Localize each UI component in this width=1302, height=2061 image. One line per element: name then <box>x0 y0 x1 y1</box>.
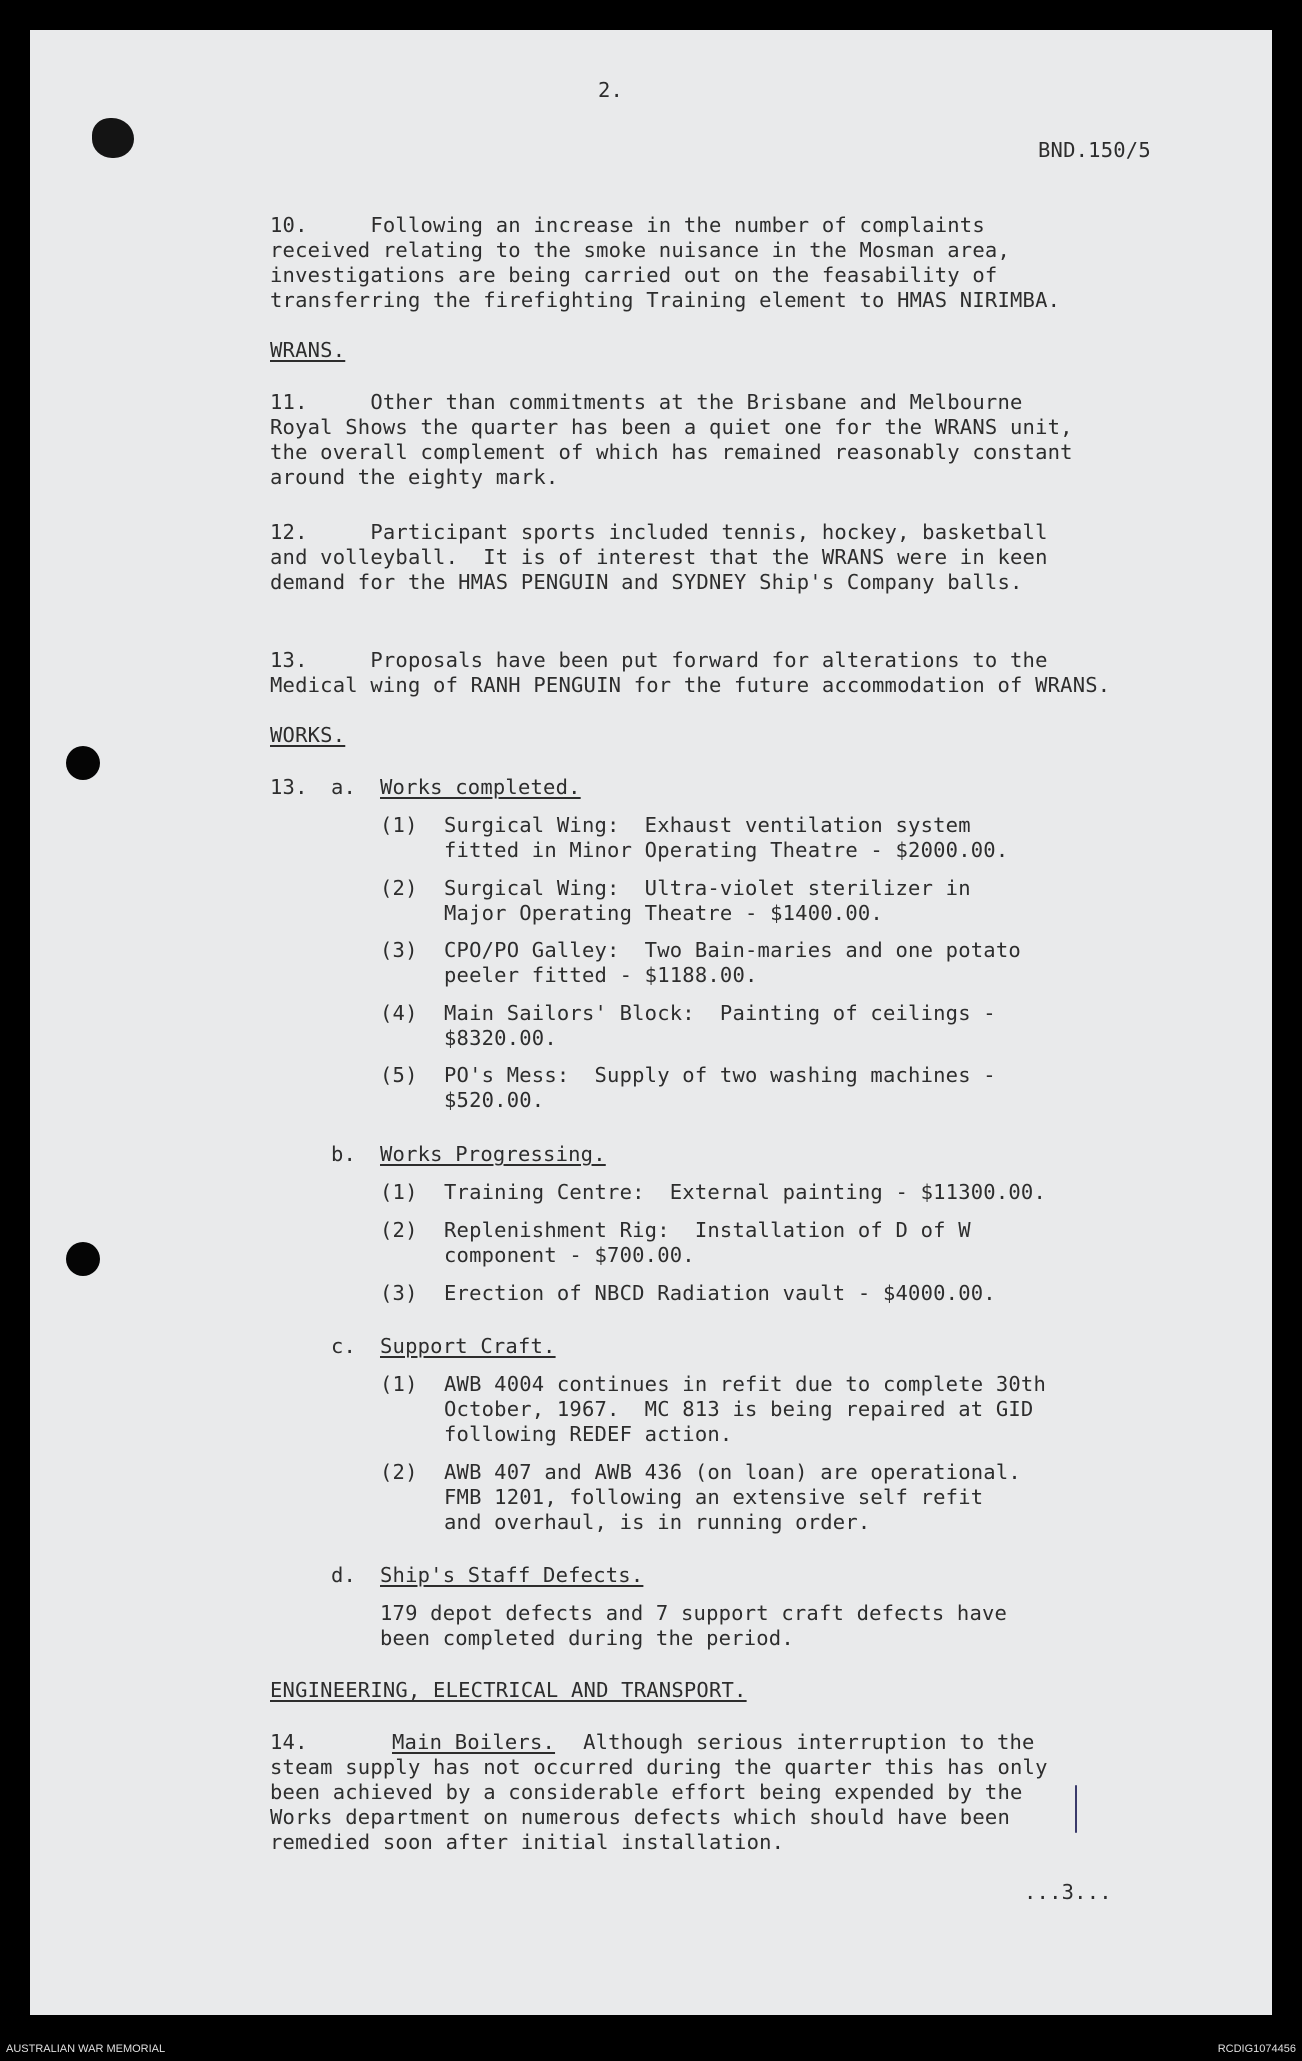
section-c-title: Support Craft. <box>380 1334 556 1358</box>
page-number: 2. <box>598 78 624 102</box>
punch-hole-bottom <box>66 1242 100 1276</box>
torn-corner-mark <box>92 118 134 158</box>
heading-works: WORKS. <box>270 723 346 747</box>
section-b-title: Works Progressing. <box>380 1142 606 1166</box>
section-d-title: Ship's Staff Defects. <box>380 1563 644 1587</box>
section-c-letter: c. <box>331 1334 357 1358</box>
footer-source: AUSTRALIAN WAR MEMORIAL <box>6 2043 166 2055</box>
section-b-letter: b. <box>331 1142 357 1166</box>
works-number: 13. <box>270 775 308 799</box>
reference-number: BND.150/5 <box>1038 138 1151 162</box>
section-d-letter: d. <box>331 1563 357 1587</box>
section-a-title: Works completed. <box>380 775 581 799</box>
punch-hole-top <box>66 746 100 780</box>
document-page: 2. BND.150/5 10. Following an increase in the number of complaints received relating to the smoke nuisance in the Mosman area, investigations are being carried out on the feasability of transferring the firefighting Training element to HMAS NIRIMBA. WRANS. 11. Other than commitments at the Brisbane and Melbourne Royal Shows the quarter has been a quiet one for the WRANS unit, the overall complement of which has remained reasonably constant around the eighty mark. 12. Participant sports included tennis, hockey, basketball and volleyball. It is of interest that the WRANS were in keen demand for the HMAS PENGUIN and SYDNEY Ship's Company balls. 13. Proposals have been put forward for alterations to the Medical wing of RANH PENGUIN for the future accommodation of WRANS. WORKS. 13. a. Works completed. (1) Surgical Wing: Exhaust ventilation system fitted in Minor Operating Theatre - $2000.00. (2) Surgical Wing: Ultra-violet sterilizer in Major Operating Theatre - $1400.00. (3) CPO/PO Galley: Two Bain-maries and one potato peeler fitted - $1188.00. (4) Main Sailors' Block: Painting of ceilings - $8320.00. (5) PO's Mess: Supply of two washing machines - $520.00. b. Works Progressing. (1) Training Centre: External painting - $11300.00. (2) Replenishment Rig: Installation of D of W component - $700.00. (3) Erection of NBCD Radiation vault - $4000.00. c. Support Craft. (1) AWB 4004 continues in refit due to complete 30th October, 1967. MC 813 is being repaired at GID following REDEF action. (2) AWB 407 and AWB 436 (on loan) are operational. FMB 1201, following an extensive self refit and overhaul, is in running order. d. Ship's Staff Defects. 179 depot defects and 7 support craft defects have been completed during the period. ENGINEERING, ELECTRICAL AND TRANSPORT. 14. Main Boilers. Although serious interruption to the steam supply has not occurred during the quarter this has only been achieved by a considerable effort being expended by the Works department on numerous defects which should have been remedied soon after initial installation. ...3... <box>30 30 1272 2015</box>
heading-wrans: WRANS. <box>270 338 346 362</box>
continuation-marker: ...3... <box>1024 1880 1112 1904</box>
section-a-letter: a. <box>331 775 357 799</box>
heading-engineering: ENGINEERING, ELECTRICAL AND TRANSPORT. <box>270 1678 747 1702</box>
margin-pencil-mark <box>1075 1785 1077 1833</box>
footer-id: RCDIG1074456 <box>1217 2043 1296 2055</box>
